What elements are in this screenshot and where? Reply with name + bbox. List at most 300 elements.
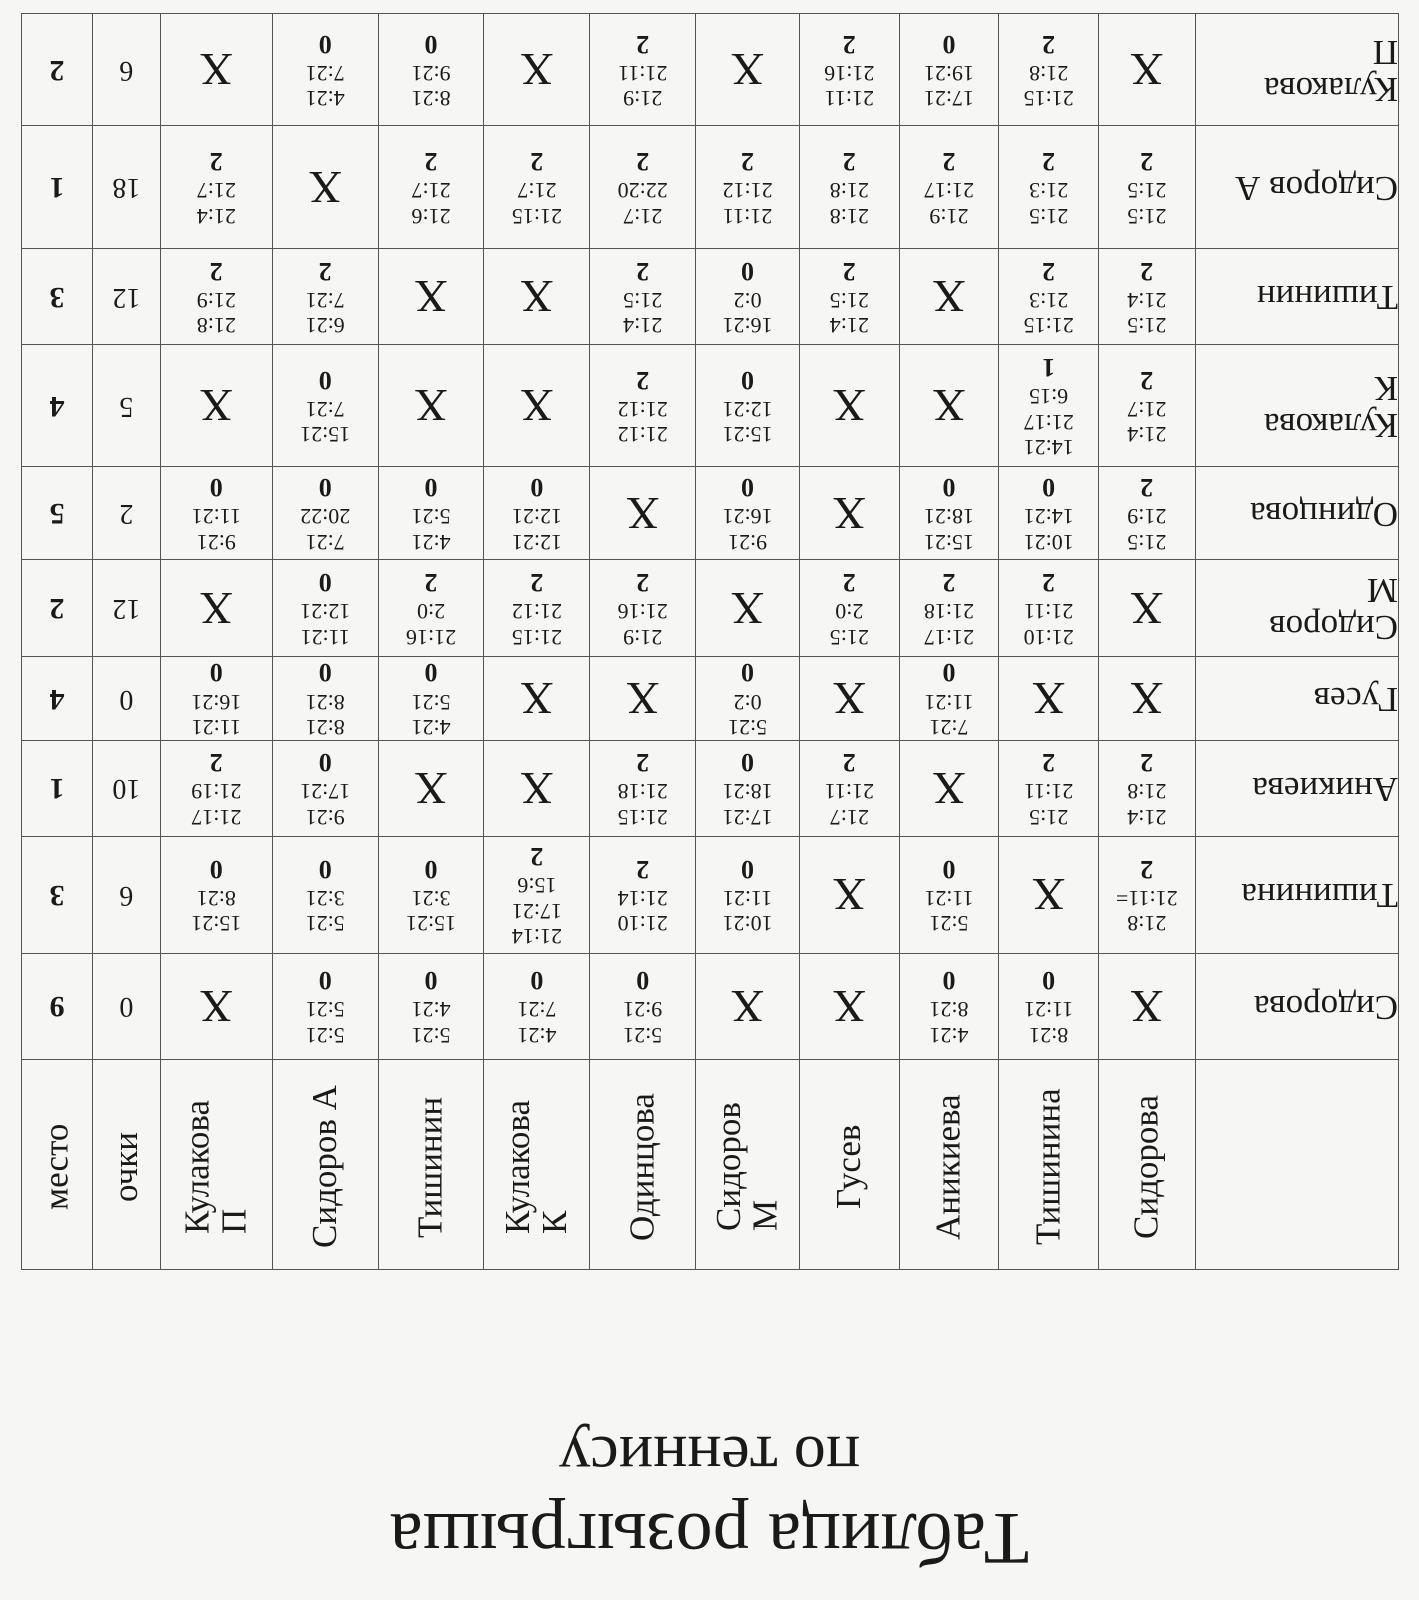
match-result-cell xyxy=(799,249,899,345)
set-score: 9:21 xyxy=(411,60,451,86)
set-score: 21:18 xyxy=(923,599,975,625)
set-score: 11:21 xyxy=(300,624,350,650)
match-result-cell xyxy=(590,837,696,954)
row-player-name: Сидоров М xyxy=(1195,560,1398,657)
match-result-cell xyxy=(484,126,590,249)
no-match-mark: X xyxy=(520,44,554,96)
set-score: 21:4 xyxy=(623,313,663,339)
set-score: 18:21 xyxy=(722,779,773,805)
set-score: 5:21 xyxy=(411,504,451,530)
no-match-mark: X xyxy=(520,380,554,432)
set-score: 4:21 xyxy=(305,86,345,112)
set-score: 6:15 xyxy=(1029,384,1069,410)
match-total: 0 xyxy=(318,365,332,395)
match-total: 0 xyxy=(942,473,956,503)
title-line-2: по теннису xyxy=(559,1423,860,1495)
match-result-cell xyxy=(899,560,999,657)
set-score: 21:3 xyxy=(1029,178,1069,204)
match-total: 0 xyxy=(741,658,755,688)
match-total: 2 xyxy=(942,568,956,598)
match-total: 0 xyxy=(741,854,755,884)
set-score: 21:19 xyxy=(191,779,242,805)
no-match-cell xyxy=(799,954,899,1060)
set-score: 21:9 xyxy=(623,624,663,650)
match-total: 0 xyxy=(424,658,438,688)
tournament-table xyxy=(21,13,1399,1270)
set-score: 21:4 xyxy=(196,203,236,229)
set-score: 21:4 xyxy=(1127,804,1167,830)
match-result-cell xyxy=(484,954,590,1060)
match-result-cell xyxy=(378,837,484,954)
match-total: 0 xyxy=(1042,473,1056,503)
match-total: 0 xyxy=(318,748,332,778)
set-score: 21:16 xyxy=(824,60,875,86)
row-points: 0 xyxy=(92,954,160,1060)
row-place: 2 xyxy=(22,560,93,657)
set-score: 17:21 xyxy=(923,86,975,112)
match-total: 2 xyxy=(1140,256,1154,286)
match-total: 0 xyxy=(318,29,332,59)
set-score: 15:21 xyxy=(923,529,975,555)
match-result-cell xyxy=(484,467,590,560)
set-score: 21:17 xyxy=(923,624,975,650)
set-score: 21:9 xyxy=(929,203,969,229)
set-score: 17:21 xyxy=(511,898,562,924)
match-total: 0 xyxy=(741,365,755,395)
set-score: 21:8 xyxy=(1029,60,1069,86)
set-score: 4:21 xyxy=(517,1022,557,1048)
match-total: 0 xyxy=(741,256,755,286)
no-match-cell xyxy=(484,345,590,467)
set-score: 21:15 xyxy=(1023,86,1074,112)
no-match-cell xyxy=(1098,560,1195,657)
set-score: 5:21 xyxy=(305,911,345,937)
no-match-cell xyxy=(378,741,484,837)
row-points: 6 xyxy=(92,14,160,126)
set-score: 21:14 xyxy=(511,923,562,949)
set-score: 21:12 xyxy=(617,396,668,422)
no-match-mark: X xyxy=(730,582,765,634)
match-total: 0 xyxy=(942,29,956,59)
col-header: Аникиева xyxy=(899,1060,999,1270)
document-title xyxy=(0,1423,1419,1579)
set-score: 16:21 xyxy=(191,689,242,715)
match-total: 0 xyxy=(424,473,438,503)
set-score: 21:11 xyxy=(1023,779,1074,805)
match-total: 2 xyxy=(1140,854,1154,884)
no-match-mark: X xyxy=(932,763,966,814)
no-match-cell xyxy=(799,657,899,741)
set-score: 21:11 xyxy=(824,86,874,112)
match-total: 0 xyxy=(318,658,332,688)
set-score: 21:10 xyxy=(617,911,668,937)
row-place: 2 xyxy=(22,14,93,126)
col-header-place: место xyxy=(22,1060,93,1270)
match-total: 0 xyxy=(318,568,332,598)
no-match-mark: X xyxy=(932,271,966,323)
match-result-cell xyxy=(378,954,484,1060)
row-points: 12 xyxy=(92,249,160,345)
match-result-cell xyxy=(272,249,378,345)
set-score: 22:20 xyxy=(617,178,668,204)
match-total: 0 xyxy=(209,658,223,688)
set-score: 9:21 xyxy=(196,529,236,555)
set-score: 21:8 xyxy=(196,313,236,339)
set-score: 5:21 xyxy=(411,689,451,715)
match-total: 0 xyxy=(741,473,755,503)
no-match-cell xyxy=(272,126,378,249)
match-total: 2 xyxy=(1140,473,1154,503)
no-match-cell xyxy=(696,954,800,1060)
no-match-mark: X xyxy=(626,487,660,539)
match-result-cell xyxy=(696,249,800,345)
match-total: 1 xyxy=(1042,352,1056,382)
no-match-mark: X xyxy=(520,763,554,814)
set-score: 4:21 xyxy=(411,529,451,555)
match-total: 2 xyxy=(636,147,650,177)
set-score: 5:21 xyxy=(623,1022,663,1048)
match-total: 2 xyxy=(209,256,223,286)
match-total: 0 xyxy=(1042,966,1056,996)
row-place: 3 xyxy=(22,249,93,345)
corner-cell xyxy=(1195,1060,1398,1270)
table-row xyxy=(22,14,1399,126)
match-result-cell xyxy=(696,345,800,467)
no-match-mark: X xyxy=(199,981,233,1032)
match-result-cell xyxy=(696,467,800,560)
no-match-mark: X xyxy=(932,380,966,432)
row-player-name: Кулакова П xyxy=(1195,14,1398,126)
no-match-cell xyxy=(899,741,999,837)
no-match-cell xyxy=(1098,657,1195,741)
no-match-mark: X xyxy=(832,981,866,1032)
set-score: 7:21 xyxy=(929,715,969,740)
match-result-cell xyxy=(999,126,1099,249)
set-score: 8:21 xyxy=(305,689,345,715)
set-score: 21:5 xyxy=(829,624,869,650)
set-score: 0:2 xyxy=(733,287,762,313)
match-total: 0 xyxy=(636,966,650,996)
row-player-name: Аникиева xyxy=(1195,741,1398,837)
no-match-mark: X xyxy=(1032,869,1066,921)
set-score: 21:16 xyxy=(617,599,668,625)
no-match-cell xyxy=(484,741,590,837)
match-result-cell xyxy=(590,126,696,249)
set-score: 16:21 xyxy=(722,313,773,339)
match-total: 2 xyxy=(1140,748,1154,778)
row-points: 5 xyxy=(92,345,160,467)
set-score: 8:21 xyxy=(929,997,969,1023)
no-match-cell xyxy=(1098,14,1195,126)
set-score: 21:5 xyxy=(1029,203,1069,229)
match-total: 2 xyxy=(1140,147,1154,177)
match-total: 0 xyxy=(942,966,956,996)
match-total: 2 xyxy=(209,748,223,778)
set-score: 21:5 xyxy=(1127,178,1167,204)
match-total: 2 xyxy=(530,568,544,598)
no-match-cell xyxy=(160,14,272,126)
set-score: 0:2 xyxy=(733,689,762,715)
no-match-cell xyxy=(1098,954,1195,1060)
match-result-cell xyxy=(999,467,1099,560)
match-result-cell xyxy=(1098,837,1195,954)
set-score: 8:21 xyxy=(305,715,345,740)
match-result-cell xyxy=(1098,741,1195,837)
set-score: 14:21 xyxy=(1023,434,1074,460)
set-score: 8:21 xyxy=(196,886,236,911)
match-result-cell xyxy=(378,657,484,741)
match-result-cell xyxy=(272,741,378,837)
set-score: 10:21 xyxy=(1023,529,1074,555)
row-player-name: Одинцова xyxy=(1195,467,1398,560)
table-row xyxy=(22,657,1399,741)
match-total: 0 xyxy=(424,29,438,59)
set-score: 11:21 xyxy=(722,886,773,911)
row-points: 0 xyxy=(92,657,160,741)
no-match-cell xyxy=(899,345,999,467)
row-points: 2 xyxy=(92,467,160,560)
row-place: 9 xyxy=(22,954,93,1060)
row-place: 3 xyxy=(22,837,93,954)
set-score: 7:21 xyxy=(517,997,557,1023)
set-score: 21:9 xyxy=(196,287,236,313)
set-score: 21:11 xyxy=(1023,599,1074,625)
no-match-mark: X xyxy=(832,487,866,539)
match-result-cell xyxy=(590,560,696,657)
match-total: 2 xyxy=(318,256,332,286)
no-match-mark: X xyxy=(199,582,233,634)
set-score: 2:0 xyxy=(835,599,864,625)
no-match-cell xyxy=(378,345,484,467)
row-player-name: Сидоров А xyxy=(1195,126,1398,249)
table-body xyxy=(22,14,1399,1060)
match-result-cell xyxy=(1098,126,1195,249)
set-score: 8:21 xyxy=(411,86,451,112)
no-match-mark: X xyxy=(414,380,448,432)
row-points: 6 xyxy=(92,837,160,954)
no-match-cell xyxy=(160,954,272,1060)
match-total: 2 xyxy=(1042,256,1056,286)
set-score: 21:8 xyxy=(829,178,869,204)
match-result-cell xyxy=(160,837,272,954)
match-result-cell xyxy=(272,560,378,657)
set-score: 21:5 xyxy=(829,287,869,313)
no-match-mark: X xyxy=(1130,44,1164,96)
no-match-cell xyxy=(799,345,899,467)
set-score: 21:7 xyxy=(623,203,663,229)
no-match-mark: X xyxy=(730,981,765,1032)
table-row xyxy=(22,345,1399,467)
no-match-cell xyxy=(696,560,800,657)
no-match-cell xyxy=(484,249,590,345)
set-score: 5:21 xyxy=(929,911,969,937)
match-total: 2 xyxy=(842,748,856,778)
set-score: 12:21 xyxy=(511,529,562,555)
match-result-cell xyxy=(696,126,800,249)
match-total: 2 xyxy=(1140,365,1154,395)
match-result-cell xyxy=(899,954,999,1060)
match-result-cell xyxy=(799,741,899,837)
match-total: 2 xyxy=(1042,147,1056,177)
match-result-cell xyxy=(899,126,999,249)
match-result-cell xyxy=(160,741,272,837)
set-score: 21:8 xyxy=(1127,911,1167,937)
table-row xyxy=(22,560,1399,657)
match-result-cell xyxy=(1098,467,1195,560)
set-score: 15:21 xyxy=(300,422,351,448)
set-score: 11:21 xyxy=(191,715,241,740)
match-result-cell xyxy=(696,741,800,837)
set-score: 17:21 xyxy=(722,804,773,830)
row-place: 5 xyxy=(22,467,93,560)
no-match-cell xyxy=(484,657,590,741)
match-total: 2 xyxy=(209,147,223,177)
set-score: 21:8 xyxy=(1127,779,1167,805)
row-player-name: Тишинин xyxy=(1195,249,1398,345)
table-row xyxy=(22,741,1399,837)
row-player-name: Сидорова xyxy=(1195,954,1398,1060)
set-score: 21:10 xyxy=(1023,624,1074,650)
match-result-cell xyxy=(272,345,378,467)
row-player-name: Тишинина xyxy=(1195,837,1398,954)
set-score: 21:11= xyxy=(1115,886,1178,911)
col-header: Сидорова xyxy=(1098,1060,1195,1270)
match-result-cell xyxy=(1098,345,1195,467)
no-match-mark: X xyxy=(520,271,554,323)
match-result-cell xyxy=(484,560,590,657)
match-result-cell xyxy=(378,467,484,560)
set-score: 6:21 xyxy=(305,313,345,339)
match-total: 2 xyxy=(1042,29,1056,59)
col-header: Сидоров М xyxy=(696,1060,800,1270)
no-match-mark: X xyxy=(520,673,554,725)
match-result-cell xyxy=(160,657,272,741)
match-result-cell xyxy=(799,560,899,657)
set-score: 12:21 xyxy=(511,504,562,530)
set-score: 21:4 xyxy=(1127,422,1167,448)
no-match-cell xyxy=(484,14,590,126)
set-score: 21:17 xyxy=(191,804,242,830)
match-result-cell xyxy=(160,467,272,560)
set-score: 21:16 xyxy=(405,624,457,650)
match-result-cell xyxy=(696,657,800,741)
row-points: 10 xyxy=(92,741,160,837)
match-result-cell xyxy=(590,954,696,1060)
no-match-cell xyxy=(999,657,1099,741)
match-result-cell xyxy=(799,126,899,249)
match-total: 2 xyxy=(741,147,755,177)
match-result-cell xyxy=(999,560,1099,657)
set-score: 4:21 xyxy=(411,715,451,740)
set-score: 18:21 xyxy=(923,504,975,530)
match-total: 0 xyxy=(318,473,332,503)
set-score: 21:9 xyxy=(1127,504,1167,530)
set-score: 21:5 xyxy=(1127,203,1167,229)
match-result-cell xyxy=(160,249,272,345)
col-header: Сидоров А xyxy=(272,1060,378,1270)
match-result-cell xyxy=(999,14,1099,126)
set-score: 9:21 xyxy=(305,804,345,830)
set-score: 21:17 xyxy=(1023,409,1074,435)
set-score: 21:5 xyxy=(1127,529,1167,555)
match-result-cell xyxy=(590,14,696,126)
set-score: 21:7 xyxy=(1127,396,1167,422)
match-total: 0 xyxy=(209,854,223,884)
set-score: 15:6 xyxy=(517,873,557,899)
match-total: 0 xyxy=(741,748,755,778)
set-score: 21:15 xyxy=(1023,313,1074,339)
set-score: 2:0 xyxy=(416,599,446,625)
set-score: 14:21 xyxy=(1023,504,1074,530)
match-result-cell xyxy=(272,467,378,560)
no-match-cell xyxy=(160,560,272,657)
set-score: 5:21 xyxy=(411,1022,451,1048)
table-row xyxy=(22,249,1399,345)
no-match-mark: X xyxy=(1130,582,1164,634)
set-score: 21:6 xyxy=(411,203,451,229)
no-match-mark: X xyxy=(199,380,233,432)
row-player-name: Гусев xyxy=(1195,657,1398,741)
no-match-cell xyxy=(160,345,272,467)
no-match-mark: X xyxy=(308,161,342,213)
set-score: 5:21 xyxy=(305,997,345,1023)
set-score: 15:21 xyxy=(722,422,773,448)
row-place: 1 xyxy=(22,126,93,249)
match-result-cell xyxy=(999,954,1099,1060)
no-match-mark: X xyxy=(730,44,765,96)
no-match-cell xyxy=(378,249,484,345)
match-total: 0 xyxy=(942,658,956,688)
no-match-mark: X xyxy=(414,271,448,323)
set-score: 4:21 xyxy=(411,997,451,1023)
no-match-cell xyxy=(590,657,696,741)
title-line-1: Таблица розыгрыша xyxy=(389,1497,1030,1579)
match-total: 2 xyxy=(636,29,650,59)
set-score: 12:21 xyxy=(300,599,351,625)
set-score: 12:21 xyxy=(722,396,773,422)
row-points: 12 xyxy=(92,560,160,657)
match-total: 2 xyxy=(842,147,856,177)
match-result-cell xyxy=(272,954,378,1060)
match-total: 2 xyxy=(424,568,438,598)
match-result-cell xyxy=(378,560,484,657)
match-result-cell xyxy=(899,657,999,741)
row-player-name: Кулакова К xyxy=(1195,345,1398,467)
match-total: 0 xyxy=(424,854,438,884)
set-score: 7:21 xyxy=(305,287,345,313)
set-score: 21:12 xyxy=(722,178,773,204)
set-score: 21:5 xyxy=(1029,804,1069,830)
col-header: Кулакова П xyxy=(160,1060,272,1270)
no-match-cell xyxy=(999,837,1099,954)
row-place: 4 xyxy=(22,657,93,741)
table-row xyxy=(22,837,1399,954)
table-row xyxy=(22,126,1399,249)
set-score: 21:7 xyxy=(411,178,451,204)
set-score: 5:21 xyxy=(305,1022,345,1048)
set-score: 5:21 xyxy=(727,715,768,740)
set-score: 21:17 xyxy=(923,178,975,204)
match-total: 0 xyxy=(209,473,223,503)
match-result-cell xyxy=(590,249,696,345)
no-match-mark: X xyxy=(414,763,448,814)
match-total: 2 xyxy=(636,748,650,778)
set-score: 21:18 xyxy=(617,779,668,805)
row-place: 1 xyxy=(22,741,93,837)
match-total: 2 xyxy=(530,842,544,872)
set-score: 21:11 xyxy=(722,203,773,229)
match-total: 2 xyxy=(842,256,856,286)
